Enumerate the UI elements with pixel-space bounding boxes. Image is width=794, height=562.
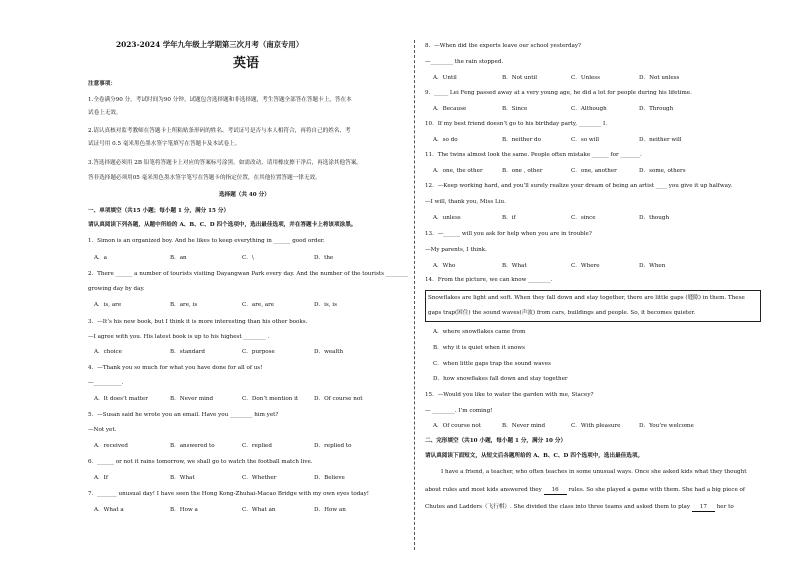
option-d[interactable]: D．When xyxy=(639,263,666,269)
option-a[interactable]: A．Of course not xyxy=(433,423,482,429)
option-d[interactable]: D．neither will xyxy=(639,137,682,143)
question-12-cont: —I will, thank you, Miss Liu. xyxy=(425,199,506,205)
option-c[interactable]: C．when little gaps trap the sound waves xyxy=(433,361,551,367)
question-3: 3．—It’s his new book, but I think it is more interesting than his other books. xyxy=(88,319,308,325)
question-4: 4．—Thank you so much for what you have done for all of us! xyxy=(88,365,263,371)
option-c[interactable]: C．What an xyxy=(242,507,276,513)
question-3-cont: —I agree with you. His latest book is up to his highest ________ . xyxy=(88,334,270,340)
option-a[interactable]: A．choice xyxy=(94,349,122,355)
question-13-cont: —My parents, I think. xyxy=(425,247,487,253)
option-c[interactable]: C．purpose xyxy=(242,349,275,355)
passage-line xyxy=(425,488,745,495)
option-b[interactable]: B．How a xyxy=(170,507,198,513)
option-d[interactable]: D．the xyxy=(314,255,334,261)
option-b[interactable]: B．standard xyxy=(170,349,205,355)
question-11: 11．The twins almost look the same. People often mistake ______ for _______. xyxy=(425,152,642,158)
q14-passage-line: gaps trap(困住) the sound waves(声波) from cars, buildings and people. So, it becomes quieter. xyxy=(428,310,696,316)
option-c[interactable]: C．Where xyxy=(571,263,600,269)
option-d[interactable]: D．You’re welcome xyxy=(639,423,694,429)
option-d[interactable]: D．is, is xyxy=(314,302,337,308)
option-b[interactable]: B．Not until xyxy=(502,75,538,81)
notice-line: 3.答选择题必须用 2B 铅笔将答题卡上对应的答案标号涂黑。如需改动，请用橡皮擦干净后，再选涂其他答案。 xyxy=(88,160,362,166)
question-15: 15．—Would you like to water the garden with me, Stacey? xyxy=(425,392,594,398)
question-2-cont: growing day by day. xyxy=(88,286,145,292)
option-c[interactable]: C．\ xyxy=(242,255,254,261)
question-7: 7．_______ unusual day! I have seen the Hong Kong-Zhuhai-Macao Bridge with my own eyes today! xyxy=(88,491,370,497)
question-1: 1．Simon is an organized boy. And he likes to keep everything in ______ good order. xyxy=(88,238,325,244)
option-a[interactable]: A．What a xyxy=(94,507,124,513)
question-4-cont: —__________. xyxy=(88,380,124,386)
part2-instructions: 请认真阅读下面短文，从短文后各题所给的 A、B、C、D 四个选项中，选出最佳选项。 xyxy=(425,453,644,459)
option-b[interactable]: B．one , other xyxy=(502,168,543,174)
option-d[interactable]: D．Not unless xyxy=(639,75,680,81)
option-c[interactable]: C．so will xyxy=(571,137,600,143)
question-6: 6．______ or not it rains tomorrow, we shall go to watch the football match live. xyxy=(88,459,313,465)
question-13: 13．—______ will you ask for help when you are in trouble? xyxy=(425,231,592,237)
option-d[interactable]: D．how snowflakes fall down and stay together xyxy=(433,376,568,382)
option-d[interactable]: D．though xyxy=(639,215,670,221)
notice-line: 试卷上无效。 xyxy=(88,110,122,116)
option-c[interactable]: C．since xyxy=(571,215,596,221)
blank-17[interactable]: 17 xyxy=(692,505,715,512)
question-15-cont: — ________. I’m coming! xyxy=(425,408,493,414)
option-c[interactable]: C．replied xyxy=(242,443,272,449)
part2-heading: 二、完形填空（共10 小题，每小题 1 分，满分 10 分） xyxy=(425,438,567,444)
option-c[interactable]: C．one, another xyxy=(571,168,617,174)
q14-passage-box xyxy=(425,290,761,322)
option-b[interactable]: B．if xyxy=(502,215,516,221)
question-10: 10．If my best friend doesn’t go to his birthday party, ________ I. xyxy=(425,121,608,127)
option-c[interactable]: C．Whether xyxy=(242,475,277,481)
option-a[interactable]: A．one, the other xyxy=(433,168,483,174)
option-a[interactable]: A．so do xyxy=(433,137,458,143)
option-b[interactable]: B．are, is xyxy=(170,302,198,308)
passage-text: Chutes and Ladders（飞行棋）. She divided the class into three teams and asked them to play xyxy=(425,504,691,510)
option-b[interactable]: B．What xyxy=(502,263,527,269)
passage-line xyxy=(425,505,734,512)
notice-line: 2.请认真核对监考教师在答题卡上所粘贴条形码的姓名、考试证号是否与本人相符合，再将自己的姓名、考 xyxy=(88,128,351,134)
question-12: 12．—Keep working hard, and you’ll surely realize your dream of being an artist ____ you give it up halfway. xyxy=(425,183,733,189)
passage-text: her to xyxy=(716,504,734,510)
option-a[interactable]: A．It does’t matter xyxy=(94,396,148,402)
question-9: 9．_____ Lei Feng passed away at a very young age, he did a lot for people during his lifetime. xyxy=(425,90,692,96)
part1-heading: 一、单项填空（共15 小题；每小题 1 分，满分 15 分） xyxy=(88,208,230,214)
option-a[interactable]: A．a xyxy=(94,255,107,261)
option-d[interactable]: D．How an xyxy=(314,507,346,513)
question-8: 8．—When did the experts leave our school yesterday? xyxy=(425,43,582,49)
option-c[interactable]: C．Don’t mention it xyxy=(242,396,299,402)
option-b[interactable]: B．answered to xyxy=(170,443,215,449)
option-b[interactable]: B．neither do xyxy=(502,137,541,143)
notice-line: 1.全卷满分90 分。考试时间为90 分钟。试题包含选择题和非选择题，考生答题全部答在答题卡上，答在本 xyxy=(88,97,352,103)
option-c[interactable]: C．Unless xyxy=(571,75,601,81)
option-d[interactable]: D．replied to xyxy=(314,443,352,449)
option-b[interactable]: B．why it is quiet when it snows xyxy=(433,345,525,351)
subject-title: 英语 xyxy=(233,56,260,71)
column-divider xyxy=(414,40,415,550)
notice-line: 试证号用 0.5 毫米黑色墨水签字笔填写在答题卡及本试卷上。 xyxy=(88,141,241,147)
option-a[interactable]: A．Because xyxy=(433,106,467,112)
option-a[interactable]: A．received xyxy=(94,443,128,449)
section-label: 选择题（共 40 分） xyxy=(219,192,270,198)
option-d[interactable]: D．wealth xyxy=(314,349,344,355)
option-c[interactable]: C．are, are xyxy=(242,302,275,308)
question-2: 2．There ______ a number of tourists visiting Dayangwan Park every day. And the number of the tourists ________ xyxy=(88,271,409,277)
option-d[interactable]: D．some, others xyxy=(639,168,686,174)
question-5: 5．—Susan said he wrote you an email. Have you ________ him yet? xyxy=(88,412,279,418)
option-d[interactable]: D．Believe xyxy=(314,475,345,481)
option-b[interactable]: B．Never mind xyxy=(170,396,214,402)
option-b[interactable]: B．an xyxy=(170,255,187,261)
option-d[interactable]: D．Of course not xyxy=(314,396,363,402)
option-b[interactable]: B．Since xyxy=(502,106,528,112)
notice-line: 答非选择题必须用05 毫米黑色墨水签字笔写在答题卡的指定位置，在其他位置答题一律无效。 xyxy=(88,175,321,181)
option-b[interactable]: B．Never mind xyxy=(502,423,546,429)
option-c[interactable]: C．With pleasure xyxy=(571,423,621,429)
blank-16[interactable]: 16 xyxy=(544,488,567,495)
option-d[interactable]: D．Through xyxy=(639,106,674,112)
option-a[interactable]: A．where snowflakes came from xyxy=(433,329,526,335)
question-5-cont: —Not yet. xyxy=(88,427,117,433)
option-a[interactable]: A．Who xyxy=(433,263,456,269)
q14-passage-line: Snowflakes are light and soft. When they fall down and stay together, there are little gaps (缝隙) in them. These xyxy=(428,295,745,301)
question-8-cont: —________ the rain stopped. xyxy=(425,59,504,65)
option-a[interactable]: A．unless xyxy=(433,215,461,221)
option-c[interactable]: C．Although xyxy=(571,106,607,112)
passage-line: I have a friend, a teacher, who often teaches in some unusual ways. Once she asked kids what they thought xyxy=(441,469,747,475)
passage-text: rules. So she played a game with them. She had a big piece of xyxy=(568,487,745,493)
question-14: 14．From the picture, we can know ________. xyxy=(425,277,553,283)
passage-text: about rules and most kids answered they xyxy=(425,487,542,493)
option-a[interactable]: A．Until xyxy=(433,75,457,81)
option-a[interactable]: A．is, are xyxy=(94,302,122,308)
notice-header: 注意事项： xyxy=(88,81,116,87)
exam-title: 2023-2024 学年九年级上学期第三次月考（南京专用） xyxy=(116,40,304,49)
option-a[interactable]: A．If xyxy=(94,475,108,481)
part1-instructions: 请认真阅读下列各题，从题中所给的 A、B、C、D 四个选项中，选出最佳选项，并在答题卡上将该项涂黑。 xyxy=(88,222,357,228)
option-b[interactable]: B．What xyxy=(170,475,195,481)
